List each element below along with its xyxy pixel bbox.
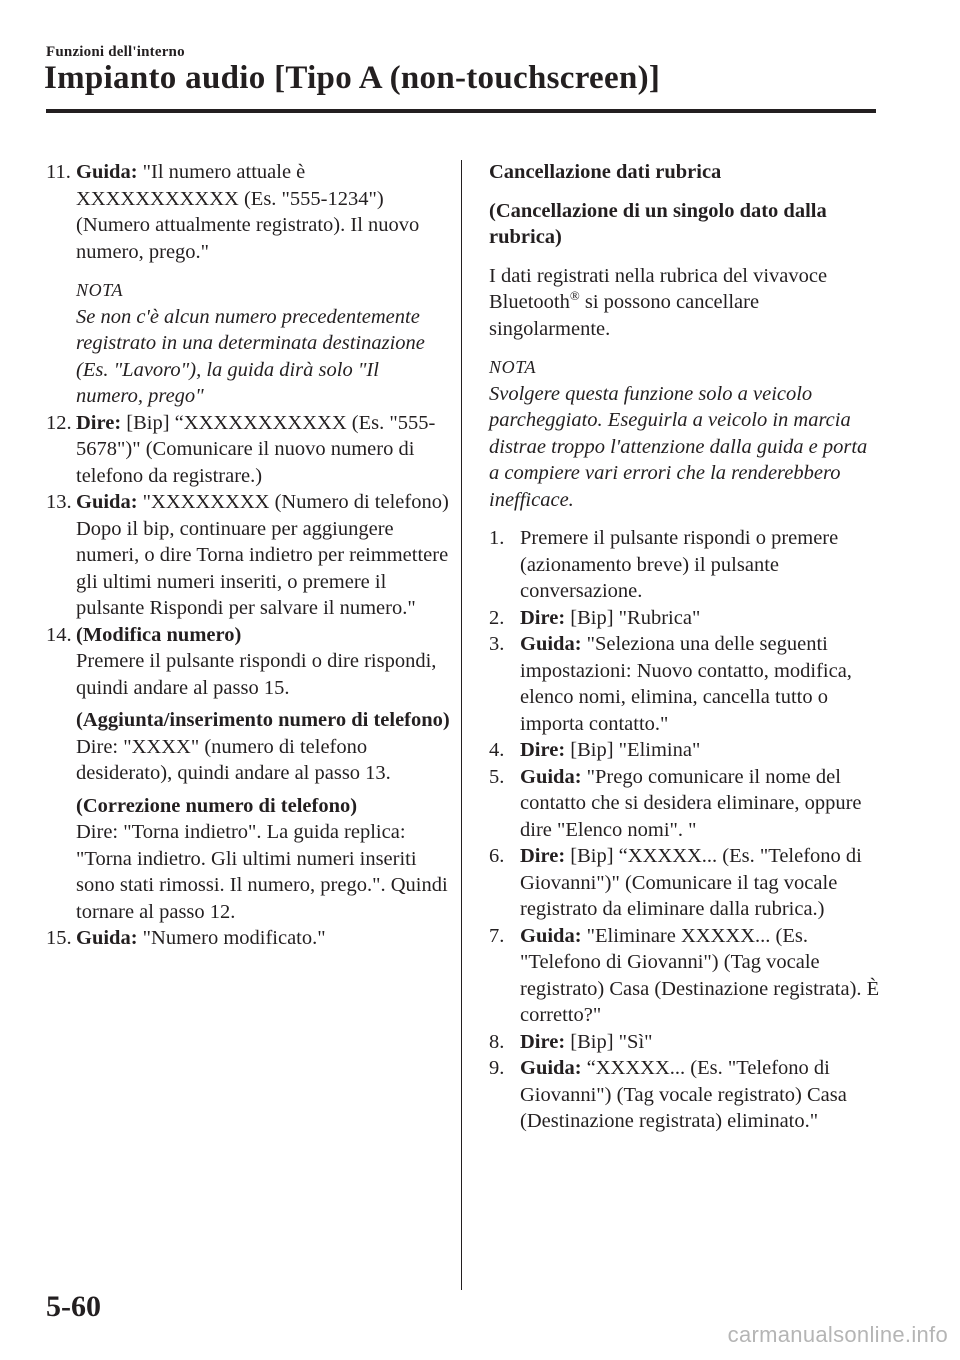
step-3 — [489, 631, 881, 737]
step-12 — [46, 410, 450, 490]
right-column — [489, 159, 881, 1135]
sub-section-heading: (Cancellazione di un singolo dato dalla rubrica) — [489, 199, 827, 248]
step-number: 13. — [46, 491, 72, 513]
step-7 — [489, 923, 881, 1029]
step-4 — [489, 737, 881, 764]
registered-mark: ® — [569, 288, 580, 304]
watermark: carmanualsonline.info — [727, 1322, 948, 1347]
intro-text: si possono cancellare singolarmente. — [489, 291, 760, 340]
step-11 — [46, 159, 450, 265]
step-label: Dire: — [520, 606, 566, 629]
column-divider — [461, 160, 462, 1290]
step-text: [Bip] “XXXXXXXXXXX (Es. "555-5678")" (Comunicare il nuovo numero di telefono da registrare.) — [76, 411, 436, 487]
step-number: 11. — [46, 161, 71, 183]
sub-heading: (Modifica numero) — [76, 623, 242, 646]
step-label: Dire: — [76, 411, 122, 434]
sub-heading: (Aggiunta/inserimento numero di telefono) — [76, 709, 450, 731]
step-number: 15. — [46, 927, 72, 949]
step-14 — [46, 622, 450, 926]
left-column — [46, 159, 450, 952]
sub-text: Premere il pulsante rispondi o dire rispondi, quindi andare al passo 15. — [76, 650, 437, 699]
step-text: [Bip] "Elimina" — [565, 739, 701, 761]
step-9 — [489, 1055, 881, 1135]
step-1 — [489, 525, 881, 605]
step-2 — [489, 605, 881, 632]
step-label: Guida: — [76, 491, 138, 513]
step-label: Guida: — [76, 161, 138, 183]
step-label: Dire: — [520, 739, 566, 761]
step-text: "Numero modificato." — [137, 927, 326, 949]
step-number: 8. — [489, 1030, 505, 1053]
step-5 — [489, 764, 881, 844]
step-label: Guida: — [520, 924, 582, 947]
step-number: 7. — [489, 924, 505, 947]
note-label: NOTA — [489, 357, 537, 377]
step-text: "XXXXXXXX (Numero di telefono) Dopo il bip, continuare per aggiungere numeri, o dire Torna indietro per reimmettere gli ultimi numeri inseriti, o premere il pulsante Rispondi per salvare il numero." — [76, 491, 449, 619]
step-text: "Seleziona una delle seguenti impostazioni: Nuovo contatto, modifica, elenco nomi, elimina, cancella tutto o importa contatto." — [520, 633, 852, 735]
note-text: Svolgere questa funzione solo a veicolo parcheggiato. Eseguirla a veicolo in marcia distrae troppo l'attenzione dalla guida e porta a compiere vari errori che la renderebbero inefficace. — [489, 382, 868, 511]
step-6 — [489, 843, 881, 923]
step-number: 1. — [489, 527, 505, 549]
note-text: Se non c'è alcun numero precedentemente registrato in una determinata destinazione (Es. "Lavoro"), la guida dirà solo "Il numero, prego" — [76, 305, 425, 407]
step-8 — [489, 1029, 881, 1056]
step-label: Guida: — [76, 927, 138, 949]
step-number: 5. — [489, 765, 505, 788]
page-number: 5-60 — [46, 1290, 101, 1323]
section-label: Funzioni dell'interno — [46, 44, 185, 60]
intro-paragraph — [489, 263, 881, 343]
step-text: [Bip] "Rubrica" — [565, 606, 701, 629]
step-text: "Prego comunicare il nome del contatto che si desidera eliminare, oppure dire "Elenco nomi". " — [520, 765, 862, 841]
step-label: Dire: — [520, 845, 566, 867]
sub-heading: (Correzione numero di telefono) — [76, 794, 358, 817]
step-number: 4. — [489, 739, 505, 761]
step-number: 2. — [489, 606, 505, 629]
step-label: Guida: — [520, 1057, 582, 1079]
step-number: 12. — [46, 411, 72, 434]
step-number: 9. — [489, 1057, 505, 1079]
step-13 — [46, 489, 450, 622]
step-text: “XXXXX... (Es. "Telefono di Giovanni") (Tag vocale registrato) Casa (Destinazione registrata) eliminato." — [520, 1057, 847, 1132]
step-label: Guida: — [520, 765, 582, 788]
step-text: "Il numero attuale è XXXXXXXXXXX (Es. "555-1234") (Numero attualmente registrato). Il nuovo numero, prego." — [76, 161, 420, 263]
sub-text: Dire: "Torna indietro". La guida replica: "Torna indietro. Gli ultimi numeri inseriti sono stati rimossi. Il numero, prego.". Quindi tornare al passo 12. — [76, 821, 448, 923]
sub-text: Dire: "XXXX" (numero di telefono desiderato), quindi andare al passo 13. — [76, 735, 391, 784]
step-15 — [46, 925, 450, 952]
step-number: 3. — [489, 633, 505, 655]
intro-text: I dati registrati nella rubrica del vivavoce Bluetooth — [489, 264, 828, 313]
step-label: Guida: — [520, 633, 582, 655]
note-label: NOTA — [76, 280, 124, 300]
step-label: Dire: — [520, 1030, 566, 1053]
section-heading: Cancellazione dati rubrica — [489, 161, 722, 183]
step-text: [Bip] "Sì" — [565, 1030, 653, 1053]
title-rule — [46, 109, 876, 113]
step-text: Premere il pulsante rispondi o premere (azionamento breve) il pulsante conversazione. — [520, 527, 839, 602]
step-number: 6. — [489, 845, 505, 867]
page-title: Impianto audio [Tipo A (non-touchscreen)] — [44, 60, 661, 96]
step-text: [Bip] “XXXXX... (Es. "Telefono di Giovanni")" (Comunicare il tag vocale registrato da eliminare dalla rubrica.) — [520, 845, 862, 920]
step-number: 14. — [46, 623, 72, 646]
step-text: "Eliminare XXXXX... (Es. "Telefono di Giovanni") (Tag vocale registrato) Casa (Destinazione registrata). È corretto?" — [520, 924, 880, 1026]
